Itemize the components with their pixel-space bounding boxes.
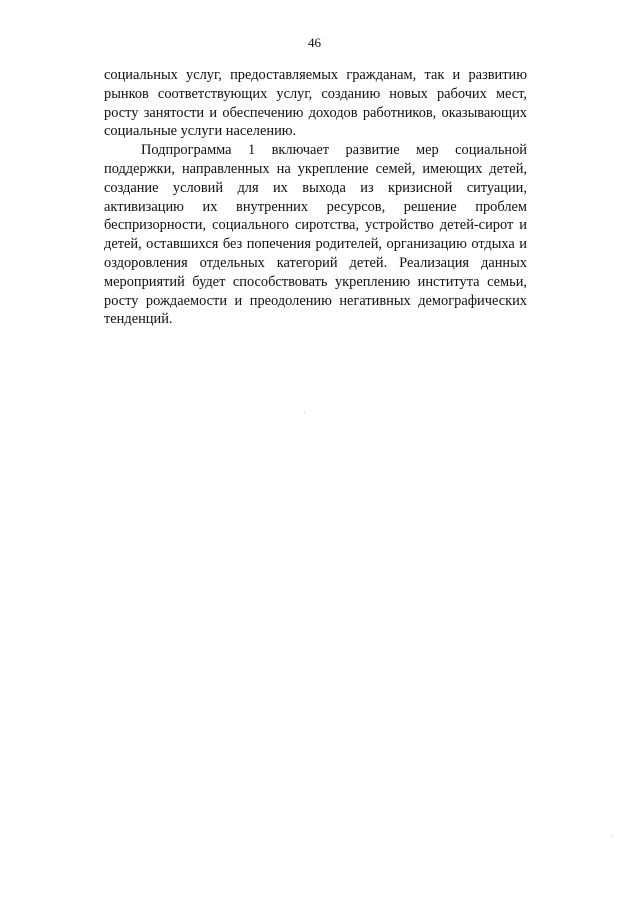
scan-speck (304, 412, 305, 413)
page-number: 46 (308, 35, 321, 50)
scan-speck (612, 836, 613, 837)
paragraph-2: Подпрограмма 1 включает развитие мер социальной поддержки, направленных на укрепление семей, имеющих детей, создание условий для их выхода из кризисной ситуации, активизацию их внутренних ресурсов, решение проблем беспризорности, социального сиротства, устройство детей-сирот и детей, оставшихся без попечения родителей, организацию отдыха и оздоровления отдельных категорий детей. Реализация данных мероприятий будет способствовать укреплению института семьи, росту рождаемости и преодолению негативных демографических тенденций. (104, 142, 527, 328)
paragraph-1: социальных услуг, предоставляемых гражданам, так и развитию рынков соответствующих услуг, созданию новых рабочих мест, росту занятости и обеспечению доходов работников, оказывающих социальные услуги населению. (104, 67, 527, 140)
body-text (104, 66, 527, 329)
